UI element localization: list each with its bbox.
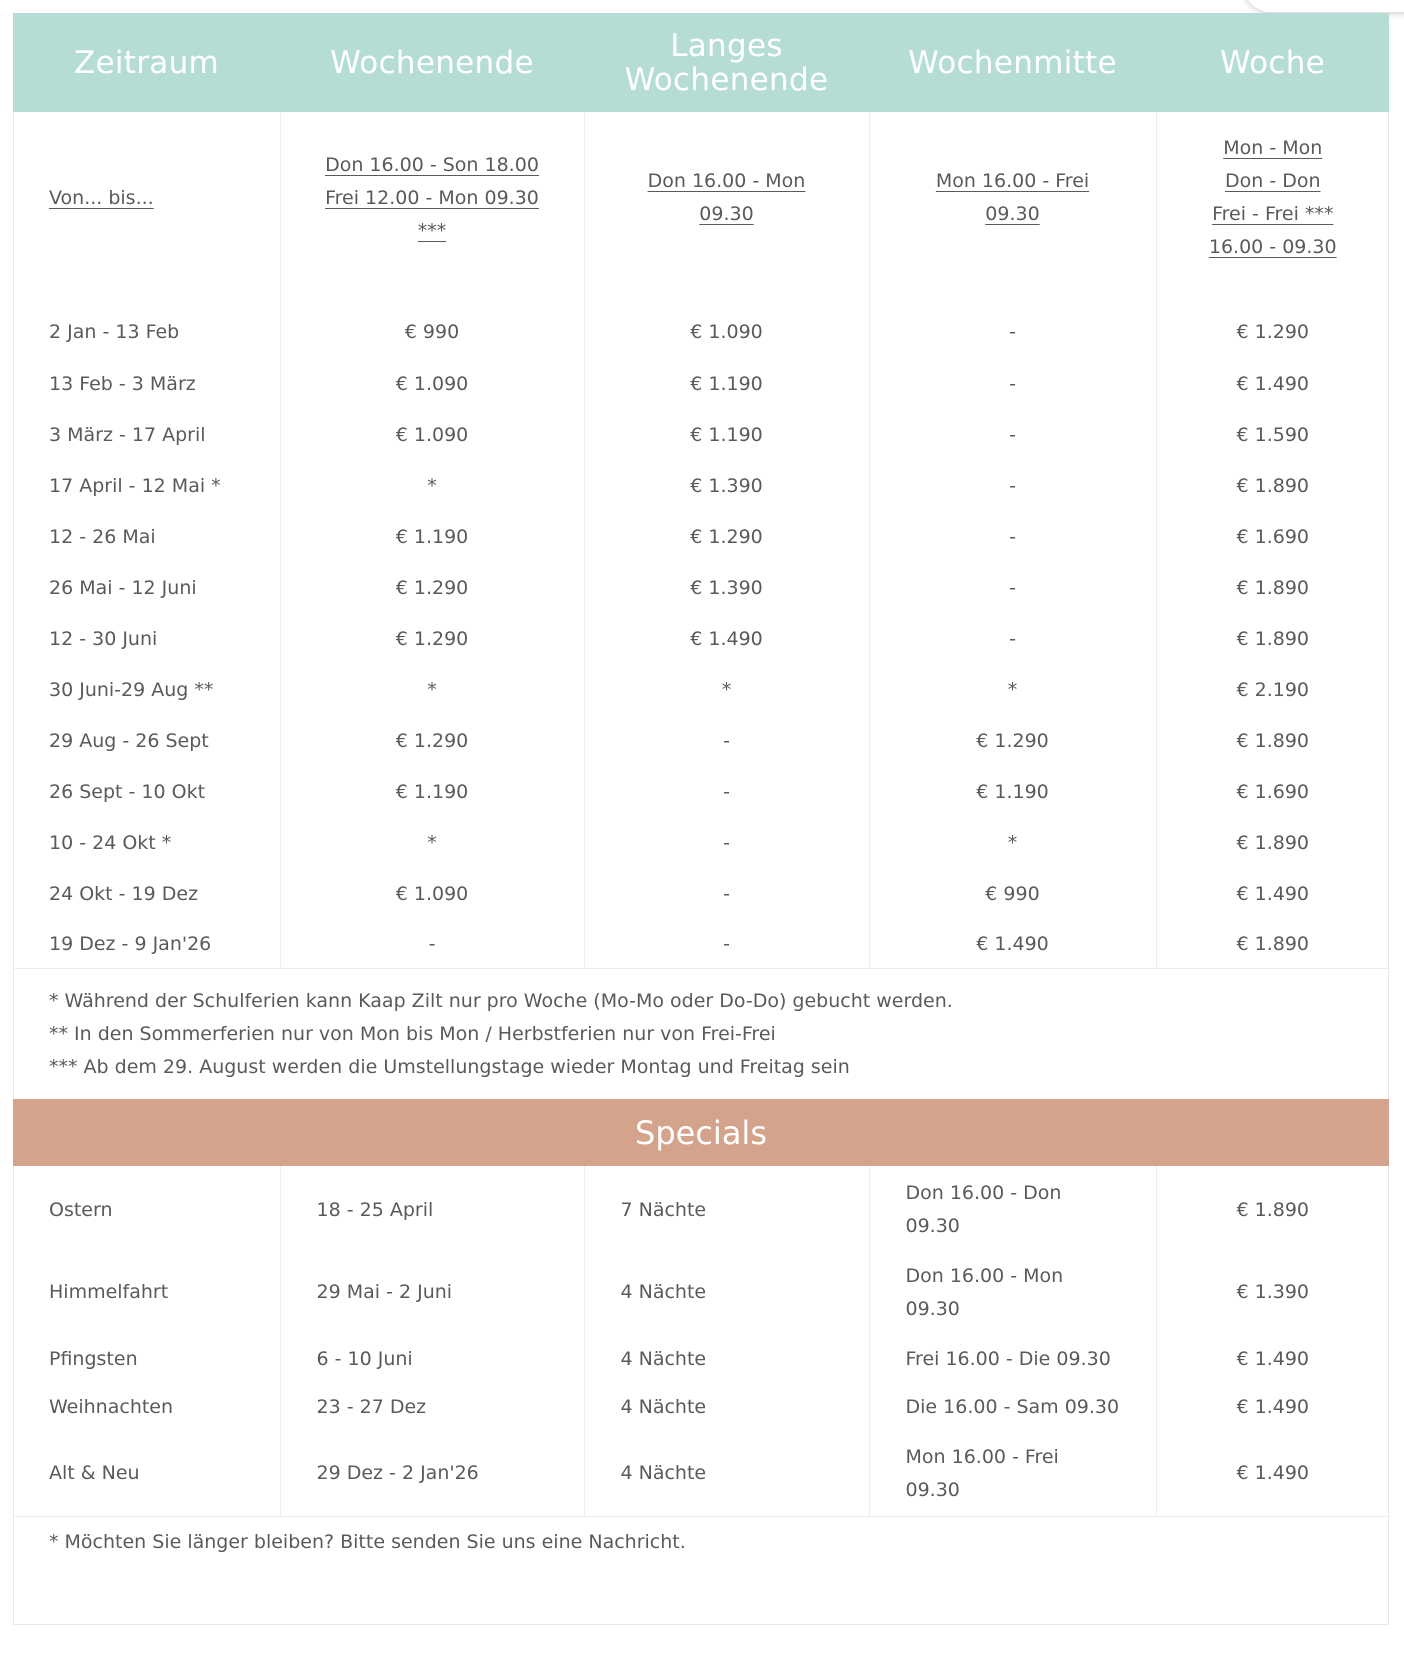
special-row (13, 1166, 1389, 1250)
row-price: € 1.190 (584, 358, 869, 409)
row-price: € 990 (280, 284, 584, 358)
row-price: * (280, 817, 584, 868)
price-rows (13, 284, 1389, 969)
subheader-woche: Mon - Mon Don - Don Frei - Frei *** 16.00 - 09.30 (1156, 112, 1389, 284)
special-rows (13, 1166, 1389, 1517)
note-1: * Während der Schulferien kann Kaap Zilt nur pro Woche (Mo-Mo oder Do-Do) gebucht werden. (49, 985, 1353, 1018)
special-name: Ostern (13, 1166, 280, 1250)
row-period: 10 - 24 Okt * (13, 817, 280, 868)
special-times-line-2: 09.30 (906, 1474, 1146, 1507)
row-price: * (869, 664, 1156, 715)
subheader-wochenende: Don 16.00 - Son 18.00 Frei 12.00 - Mon 09.30 *** (280, 112, 584, 284)
row-price: € 1.690 (1156, 511, 1389, 562)
special-dates: 23 - 27 Dez (280, 1383, 584, 1431)
special-times-line-1: Don 16.00 - Mon (906, 1260, 1146, 1293)
price-table (13, 13, 1389, 1665)
row-price: € 1.490 (1156, 358, 1389, 409)
row-period: 12 - 26 Mai (13, 511, 280, 562)
row-price: - (584, 766, 869, 817)
row-price: € 1.490 (584, 613, 869, 664)
header-row (13, 13, 1389, 112)
special-times (869, 1431, 1156, 1517)
special-row (13, 1250, 1389, 1335)
table-row (13, 715, 1389, 766)
specials-title: Specials (13, 1099, 1389, 1166)
row-price: € 1.090 (280, 409, 584, 460)
table-row (13, 409, 1389, 460)
special-row (13, 1431, 1389, 1517)
row-price: € 1.490 (1156, 868, 1389, 919)
table-row (13, 919, 1389, 969)
row-period: 12 - 30 Juni (13, 613, 280, 664)
table-row (13, 766, 1389, 817)
row-price: - (584, 715, 869, 766)
row-period: 2 Jan - 13 Feb (13, 284, 280, 358)
table-row (13, 358, 1389, 409)
note-3: *** Ab dem 29. August werden die Umstellungstage wieder Montag und Freitag sein (49, 1051, 1353, 1084)
row-period: 13 Feb - 3 März (13, 358, 280, 409)
special-nights: 4 Nächte (584, 1383, 869, 1431)
special-times (869, 1383, 1156, 1431)
notes-row (13, 969, 1389, 1100)
row-price: - (584, 919, 869, 969)
special-times-line-1: Frei 16.00 - Die 09.30 (906, 1343, 1146, 1376)
row-price: € 1.190 (584, 409, 869, 460)
note-2: ** In den Sommerferien nur von Mon bis Mon / Herbstferien nur von Frei-Frei (49, 1018, 1353, 1051)
row-period: 29 Aug - 26 Sept (13, 715, 280, 766)
specials-header-row (13, 1099, 1389, 1166)
header-wochenende: Wochenende (280, 13, 584, 112)
row-price: € 1.390 (584, 562, 869, 613)
subheader-von-bis: Von... bis... (13, 112, 280, 284)
row-period: 19 Dez - 9 Jan'26 (13, 919, 280, 969)
row-period: 30 Juni-29 Aug ** (13, 664, 280, 715)
row-price: € 1.290 (869, 715, 1156, 766)
special-times-line-1: Don 16.00 - Don (906, 1177, 1146, 1210)
table-row (13, 868, 1389, 919)
row-price: - (869, 613, 1156, 664)
special-times (869, 1250, 1156, 1335)
row-price: € 1.190 (869, 766, 1156, 817)
special-nights: 4 Nächte (584, 1250, 869, 1335)
header-wochenmitte: Wochenmitte (869, 13, 1156, 112)
special-name: Pfingsten (13, 1335, 280, 1383)
special-dates: 18 - 25 April (280, 1166, 584, 1250)
row-price: - (869, 409, 1156, 460)
special-price: € 1.890 (1156, 1166, 1389, 1250)
special-row (13, 1383, 1389, 1431)
special-times-line-2: 09.30 (906, 1293, 1146, 1326)
table-row (13, 511, 1389, 562)
row-price: € 1.190 (280, 766, 584, 817)
special-nights: 4 Nächte (584, 1431, 869, 1517)
row-price: - (869, 562, 1156, 613)
price-table-container (13, 13, 1389, 1625)
special-price: € 1.490 (1156, 1383, 1389, 1431)
row-price: € 1.890 (1156, 715, 1389, 766)
notes-cell (13, 969, 1389, 1100)
row-price: - (869, 511, 1156, 562)
row-price: € 1.890 (1156, 817, 1389, 868)
row-price: € 1.290 (584, 511, 869, 562)
special-nights: 7 Nächte (584, 1166, 869, 1250)
special-price: € 1.390 (1156, 1250, 1389, 1335)
row-price: € 1.090 (584, 284, 869, 358)
header-zeitraum: Zeitraum (13, 13, 280, 112)
row-price: € 1.890 (1156, 460, 1389, 511)
special-name: Alt & Neu (13, 1431, 280, 1517)
special-times-line-2: 09.30 (906, 1210, 1146, 1243)
row-price: € 1.290 (280, 562, 584, 613)
row-period: 3 März - 17 April (13, 409, 280, 460)
row-price: € 1.090 (280, 868, 584, 919)
row-period: 26 Sept - 10 Okt (13, 766, 280, 817)
special-row (13, 1335, 1389, 1383)
footer-row (13, 1517, 1389, 1665)
row-price: * (584, 664, 869, 715)
row-price: € 1.290 (280, 715, 584, 766)
row-price: * (869, 817, 1156, 868)
row-price: - (280, 919, 584, 969)
table-row (13, 460, 1389, 511)
row-price: € 2.190 (1156, 664, 1389, 715)
special-price: € 1.490 (1156, 1335, 1389, 1383)
row-price: € 1.590 (1156, 409, 1389, 460)
special-dates: 29 Mai - 2 Juni (280, 1250, 584, 1335)
row-price: - (584, 817, 869, 868)
special-dates: 29 Dez - 2 Jan'26 (280, 1431, 584, 1517)
special-times (869, 1166, 1156, 1250)
row-price: € 1.890 (1156, 562, 1389, 613)
table-row (13, 613, 1389, 664)
row-price: € 1.290 (280, 613, 584, 664)
popup-corner (1244, 0, 1404, 12)
subheader-row (13, 112, 1389, 284)
row-price: € 1.290 (1156, 284, 1389, 358)
special-name: Himmelfahrt (13, 1250, 280, 1335)
special-times (869, 1335, 1156, 1383)
table-row (13, 817, 1389, 868)
footer-note: * Möchten Sie länger bleiben? Bitte senden Sie uns eine Nachricht. (13, 1517, 1389, 1665)
row-price: € 1.690 (1156, 766, 1389, 817)
row-price: € 1.390 (584, 460, 869, 511)
row-price: * (280, 664, 584, 715)
special-times-line-1: Die 16.00 - Sam 09.30 (906, 1391, 1146, 1424)
row-price: - (584, 868, 869, 919)
row-price: € 1.190 (280, 511, 584, 562)
row-price: € 1.890 (1156, 613, 1389, 664)
row-period: 26 Mai - 12 Juni (13, 562, 280, 613)
special-times-line-1: Mon 16.00 - Frei (906, 1441, 1146, 1474)
table-row (13, 664, 1389, 715)
row-price: - (869, 460, 1156, 511)
row-price: € 1.490 (869, 919, 1156, 969)
row-period: 24 Okt - 19 Dez (13, 868, 280, 919)
special-dates: 6 - 10 Juni (280, 1335, 584, 1383)
row-price: - (869, 284, 1156, 358)
table-row (13, 284, 1389, 358)
table-row (13, 562, 1389, 613)
subheader-langes-wochenende: Don 16.00 - Mon 09.30 (584, 112, 869, 284)
special-name: Weihnachten (13, 1383, 280, 1431)
row-price: * (280, 460, 584, 511)
row-price: € 990 (869, 868, 1156, 919)
special-price: € 1.490 (1156, 1431, 1389, 1517)
row-price: € 1.090 (280, 358, 584, 409)
header-langes-wochenende: Langes Wochenende (584, 13, 869, 112)
subheader-wochenmitte: Mon 16.00 - Frei 09.30 (869, 112, 1156, 284)
row-period: 17 April - 12 Mai * (13, 460, 280, 511)
header-woche: Woche (1156, 13, 1389, 112)
row-price: - (869, 358, 1156, 409)
row-price: € 1.890 (1156, 919, 1389, 969)
special-nights: 4 Nächte (584, 1335, 869, 1383)
